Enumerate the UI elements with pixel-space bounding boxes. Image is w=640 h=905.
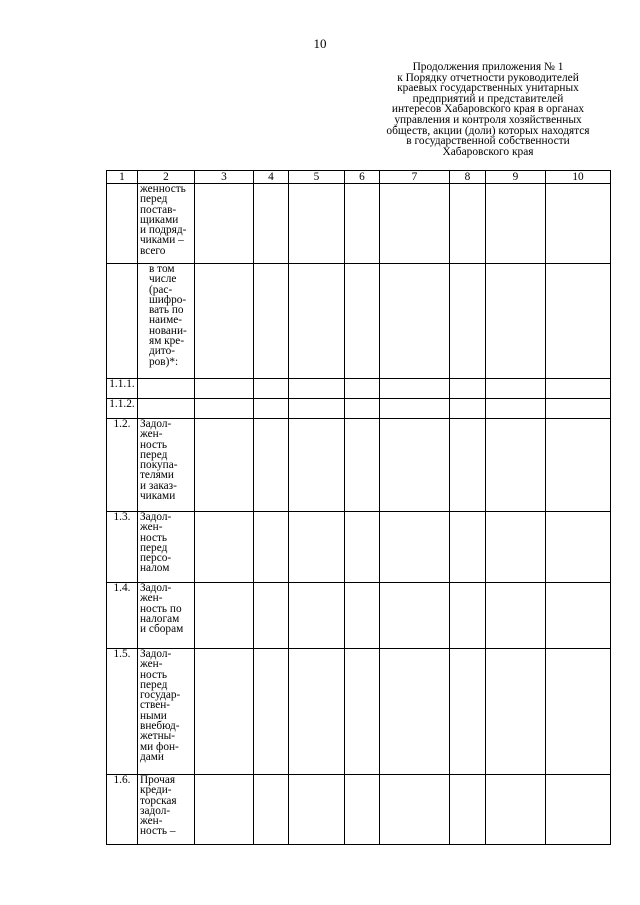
row-name-line: ность –	[140, 825, 176, 838]
table-header-row	[107, 171, 611, 184]
empty-cell	[450, 775, 486, 845]
row-name-cell	[138, 512, 195, 583]
row-number-cell: 1.6.	[107, 775, 138, 845]
row-name-line: постав-	[140, 203, 177, 216]
table-row	[107, 399, 611, 419]
row-number-cell: 1.4.	[107, 583, 138, 649]
row-name-line: ными	[140, 709, 167, 722]
table-row	[107, 583, 611, 649]
row-name-line: ность по	[140, 602, 182, 615]
empty-cell	[546, 379, 611, 399]
empty-cell	[289, 264, 345, 379]
row-name-line: Прочая	[140, 774, 176, 786]
row-name-line: персо-	[140, 552, 172, 565]
row-number-cell: 1.5.	[107, 649, 138, 775]
row-name-line: чиками –	[140, 234, 184, 247]
empty-cell	[486, 399, 546, 419]
row-name-line: и сборам	[140, 623, 184, 636]
row-name-line: государ-	[140, 689, 181, 702]
empty-cell	[450, 512, 486, 583]
row-name-cell	[138, 775, 195, 845]
empty-cell	[450, 264, 486, 379]
row-name-line: жетны-	[140, 730, 176, 743]
column-header: 1	[107, 171, 138, 184]
row-name-line: в том	[149, 263, 175, 275]
column-header: 8	[450, 171, 486, 184]
row-name-line: вать по	[149, 304, 184, 317]
row-name-line: всего	[140, 244, 166, 257]
empty-cell	[546, 583, 611, 649]
empty-cell	[380, 512, 450, 583]
empty-cell	[289, 419, 345, 512]
row-number-cell: 1.1.1.	[107, 379, 138, 399]
empty-cell	[546, 419, 611, 512]
empty-cell	[380, 419, 450, 512]
row-name-line: ствен-	[140, 699, 171, 712]
header-line: к Порядку отчетности руководителей	[397, 71, 579, 84]
appendix-header	[366, 62, 610, 157]
empty-cell	[486, 649, 546, 775]
empty-cell	[345, 419, 380, 512]
header-line: Хабаровского края	[442, 145, 534, 158]
empty-cell	[450, 419, 486, 512]
empty-cell	[450, 379, 486, 399]
header-line: краевых государственных унитарных	[397, 82, 579, 95]
empty-cell	[486, 379, 546, 399]
row-name-line: чиками	[140, 490, 176, 503]
empty-cell	[289, 512, 345, 583]
empty-cell	[345, 399, 380, 419]
table-row	[107, 264, 611, 379]
empty-cell	[195, 419, 254, 512]
empty-cell	[486, 184, 546, 264]
row-name-line: новани-	[149, 324, 187, 337]
empty-cell	[195, 512, 254, 583]
empty-cell	[254, 399, 289, 419]
row-name-line: жен-	[140, 428, 163, 441]
row-name-line: перед	[140, 193, 168, 206]
row-name-line: внебюд-	[140, 720, 180, 733]
row-name-line: задол-	[140, 804, 171, 817]
empty-cell	[450, 649, 486, 775]
row-name-line: ность	[140, 438, 168, 451]
empty-cell	[195, 775, 254, 845]
row-number-cell: 1.3.	[107, 512, 138, 583]
row-name-line: жен-	[140, 592, 163, 605]
column-header: 7	[380, 171, 450, 184]
row-name-cell	[138, 649, 195, 775]
column-header: 10	[546, 171, 611, 184]
empty-cell	[546, 184, 611, 264]
empty-cell	[289, 583, 345, 649]
row-name-line: торская	[140, 794, 177, 807]
empty-cell	[195, 649, 254, 775]
row-name-cell	[138, 264, 195, 379]
empty-cell	[380, 264, 450, 379]
row-name-line: жен-	[140, 658, 163, 671]
empty-cell	[486, 264, 546, 379]
empty-cell	[546, 512, 611, 583]
empty-cell	[289, 184, 345, 264]
empty-cell	[289, 775, 345, 845]
empty-cell	[254, 184, 289, 264]
header-line: в государственной собственности	[406, 135, 570, 148]
row-name-line: и заказ-	[140, 479, 177, 492]
row-name-line: и подряд-	[140, 224, 187, 237]
row-name-line: ность	[140, 668, 168, 681]
row-name-line: Задол-	[140, 582, 172, 594]
header-line: обществ, акции (доли) которых находятся	[386, 124, 590, 137]
row-name-line: ям кре-	[149, 335, 185, 348]
empty-cell	[546, 775, 611, 845]
empty-cell	[195, 264, 254, 379]
column-header: 5	[289, 171, 345, 184]
row-number-cell: 1.1.2.	[107, 399, 138, 419]
row-name-cell	[138, 419, 195, 512]
column-header: 9	[486, 171, 546, 184]
row-name-cell	[138, 379, 195, 399]
header-line: предприятий и представителей	[412, 92, 564, 105]
header-line: Продолжения приложения № 1	[412, 61, 564, 73]
empty-cell	[345, 649, 380, 775]
report-table	[106, 170, 611, 845]
row-name-line: перед	[140, 678, 168, 691]
row-number-cell: 1.2.	[107, 419, 138, 512]
row-name-line: жен-	[140, 815, 163, 828]
row-name-line: налом	[140, 562, 170, 575]
column-header: 6	[345, 171, 380, 184]
table-row	[107, 775, 611, 845]
empty-cell	[486, 419, 546, 512]
header-line: интересов Хабаровского края в органах	[391, 103, 585, 116]
empty-cell	[450, 184, 486, 264]
empty-cell	[345, 775, 380, 845]
table-row	[107, 379, 611, 399]
empty-cell	[195, 184, 254, 264]
empty-cell	[289, 399, 345, 419]
empty-cell	[486, 583, 546, 649]
empty-cell	[254, 649, 289, 775]
empty-cell	[345, 512, 380, 583]
table-row	[107, 512, 611, 583]
row-name-line: налогам	[140, 612, 180, 625]
empty-cell	[345, 379, 380, 399]
empty-cell	[289, 379, 345, 399]
row-name-line: наиме-	[149, 314, 183, 327]
row-number-cell	[107, 184, 138, 264]
column-header: 4	[254, 171, 289, 184]
empty-cell	[195, 399, 254, 419]
row-name-line: шифро-	[149, 293, 187, 306]
empty-cell	[380, 775, 450, 845]
table-row	[107, 419, 611, 512]
row-name-line: числе	[149, 273, 177, 286]
row-name-line: Задол-	[140, 418, 172, 430]
row-name-line: (рас-	[149, 283, 173, 296]
empty-cell	[195, 379, 254, 399]
row-name-line: дито-	[149, 345, 175, 358]
empty-cell	[450, 583, 486, 649]
empty-cell	[380, 184, 450, 264]
empty-cell	[380, 583, 450, 649]
table-row	[107, 184, 611, 264]
empty-cell	[254, 512, 289, 583]
empty-cell	[289, 649, 345, 775]
empty-cell	[380, 649, 450, 775]
column-header: 3	[195, 171, 254, 184]
row-name-line: перед	[140, 541, 168, 554]
row-name-line: Задол-	[140, 511, 172, 523]
row-name-line: жен-	[140, 521, 163, 534]
row-name-line: креди-	[140, 784, 172, 797]
row-name-line: перед	[140, 448, 168, 461]
empty-cell	[254, 379, 289, 399]
table-row	[107, 649, 611, 775]
page-number: 10	[313, 36, 327, 51]
empty-cell	[380, 399, 450, 419]
row-name-cell	[138, 583, 195, 649]
row-name-line: женность	[140, 183, 186, 195]
empty-cell	[546, 649, 611, 775]
empty-cell	[345, 184, 380, 264]
row-name-line: дами	[140, 750, 164, 763]
empty-cell	[486, 775, 546, 845]
row-name-line: Задол-	[140, 648, 172, 660]
empty-cell	[254, 775, 289, 845]
row-name-line: покупа-	[140, 459, 178, 472]
row-name-line: телями	[140, 469, 174, 482]
row-name-line: ров)*:	[149, 355, 179, 368]
empty-cell	[345, 583, 380, 649]
empty-cell	[254, 264, 289, 379]
empty-cell	[486, 512, 546, 583]
row-number-cell	[107, 264, 138, 379]
empty-cell	[195, 583, 254, 649]
empty-cell	[345, 264, 380, 379]
row-name-line: ность	[140, 531, 168, 544]
empty-cell	[380, 379, 450, 399]
row-name-line: ми фон-	[140, 740, 179, 753]
column-header: 2	[138, 171, 195, 184]
empty-cell	[546, 399, 611, 419]
row-name-line: щиками	[140, 213, 179, 226]
row-name-cell	[138, 399, 195, 419]
empty-cell	[254, 419, 289, 512]
empty-cell	[450, 399, 486, 419]
row-name-cell	[138, 184, 195, 264]
empty-cell	[254, 583, 289, 649]
empty-cell	[546, 264, 611, 379]
header-line: управления и контроля хозяйственных	[394, 113, 582, 126]
